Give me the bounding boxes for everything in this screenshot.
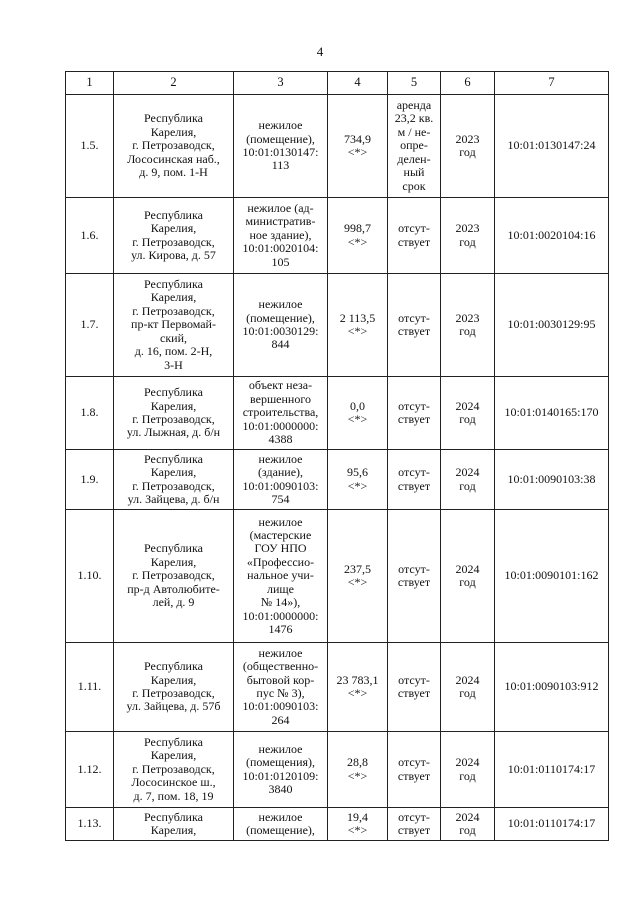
row-number: 1.13.	[66, 808, 114, 841]
address-cell: Республика Карелия, г. Петрозаводск, Лососинская наб., д. 9, пом. 1-Н	[114, 95, 234, 198]
encumbrance-cell: отсут- ствует	[388, 198, 441, 274]
row-number: 1.6.	[66, 198, 114, 274]
header-col-7: 7	[495, 72, 609, 95]
table-row	[66, 808, 609, 841]
table-row	[66, 274, 609, 377]
object-type-cell: нежилое (помещение), 10:01:0130147: 113	[234, 95, 328, 198]
object-type-cell: нежилое (помещение),	[234, 808, 328, 841]
encumbrance-cell: аренда 23,2 кв. м / не- опре- делен- ный срок	[388, 95, 441, 198]
object-type-cell: нежилое (помещения), 10:01:0120109: 3840	[234, 732, 328, 808]
encumbrance-cell: отсут- ствует	[388, 643, 441, 732]
encumbrance-cell: отсут- ствует	[388, 732, 441, 808]
row-number: 1.5.	[66, 95, 114, 198]
row-number: 1.11.	[66, 643, 114, 732]
address-cell: Республика Карелия, г. Петрозаводск, пр-кт Первомай- ский, д. 16, пом. 2-Н, 3-Н	[114, 274, 234, 377]
table-header-row	[66, 72, 609, 95]
address-cell: Республика Карелия, г. Петрозаводск, ул. Лыжная, д. б/н	[114, 377, 234, 450]
encumbrance-cell: отсут- ствует	[388, 450, 441, 510]
year-cell: 2024 год	[441, 808, 495, 841]
encumbrance-cell: отсут- ствует	[388, 808, 441, 841]
cadastral-number-cell: 10:01:0030129:95	[495, 274, 609, 377]
address-cell: Республика Карелия, г. Петрозаводск, ул. Кирова, д. 57	[114, 198, 234, 274]
year-cell: 2024 год	[441, 643, 495, 732]
area-cell: 19,4 <*>	[328, 808, 388, 841]
address-cell: Республика Карелия, г. Петрозаводск, ул. Зайцева, д. 57б	[114, 643, 234, 732]
cadastral-number-cell: 10:01:0090101:162	[495, 510, 609, 643]
area-cell: 23 783,1 <*>	[328, 643, 388, 732]
area-cell: 28,8 <*>	[328, 732, 388, 808]
row-number: 1.7.	[66, 274, 114, 377]
area-cell: 0,0 <*>	[328, 377, 388, 450]
year-cell: 2023 год	[441, 198, 495, 274]
area-cell: 95,6 <*>	[328, 450, 388, 510]
object-type-cell: нежилое (общественно- бытовой кор- пус № 3), 10:01:0090103: 264	[234, 643, 328, 732]
address-cell: Республика Карелия, г. Петрозаводск, пр-д Автолюбите- лей, д. 9	[114, 510, 234, 643]
year-cell: 2024 год	[441, 377, 495, 450]
object-type-cell: нежилое (ад- министратив- ное здание), 10:01:0020104: 105	[234, 198, 328, 274]
year-cell: 2024 год	[441, 450, 495, 510]
cadastral-number-cell: 10:01:0140165:170	[495, 377, 609, 450]
cadastral-number-cell: 10:01:0020104:16	[495, 198, 609, 274]
cadastral-number-cell: 10:01:0090103:38	[495, 450, 609, 510]
table-row	[66, 643, 609, 732]
encumbrance-cell: отсут- ствует	[388, 510, 441, 643]
area-cell: 734,9 <*>	[328, 95, 388, 198]
cadastral-number-cell: 10:01:0110174:17	[495, 808, 609, 841]
encumbrance-cell: отсут- ствует	[388, 274, 441, 377]
table-row	[66, 95, 609, 198]
property-table	[65, 71, 609, 841]
object-type-cell: объект неза- вершенного строительства, 10:01:0000000: 4388	[234, 377, 328, 450]
cadastral-number-cell: 10:01:0110174:17	[495, 732, 609, 808]
table-row	[66, 732, 609, 808]
row-number: 1.8.	[66, 377, 114, 450]
header-col-3: 3	[234, 72, 328, 95]
address-cell: Республика Карелия, г. Петрозаводск, Лососинское ш., д. 7, пом. 18, 19	[114, 732, 234, 808]
table-row	[66, 198, 609, 274]
table-row	[66, 510, 609, 643]
encumbrance-cell: отсут- ствует	[388, 377, 441, 450]
object-type-cell: нежилое (помещение), 10:01:0030129: 844	[234, 274, 328, 377]
table-row	[66, 450, 609, 510]
cadastral-number-cell: 10:01:0090103:912	[495, 643, 609, 732]
row-number: 1.9.	[66, 450, 114, 510]
object-type-cell: нежилое (здание), 10:01:0090103: 754	[234, 450, 328, 510]
area-cell: 237,5 <*>	[328, 510, 388, 643]
header-col-1: 1	[66, 72, 114, 95]
header-col-2: 2	[114, 72, 234, 95]
object-type-cell: нежилое (мастерские ГОУ НПО «Профессио- нальное учи- лище № 14»), 10:01:0000000: 1476	[234, 510, 328, 643]
year-cell: 2024 год	[441, 732, 495, 808]
header-col-4: 4	[328, 72, 388, 95]
header-col-6: 6	[441, 72, 495, 95]
row-number: 1.12.	[66, 732, 114, 808]
cadastral-number-cell: 10:01:0130147:24	[495, 95, 609, 198]
address-cell: Республика Карелия,	[114, 808, 234, 841]
area-cell: 998,7 <*>	[328, 198, 388, 274]
table-row	[66, 377, 609, 450]
page-number: 4	[316, 44, 324, 59]
area-cell: 2 113,5 <*>	[328, 274, 388, 377]
year-cell: 2023 год	[441, 95, 495, 198]
year-cell: 2023 год	[441, 274, 495, 377]
address-cell: Республика Карелия, г. Петрозаводск, ул. Зайцева, д. б/н	[114, 450, 234, 510]
year-cell: 2024 год	[441, 510, 495, 643]
row-number: 1.10.	[66, 510, 114, 643]
header-col-5: 5	[388, 72, 441, 95]
